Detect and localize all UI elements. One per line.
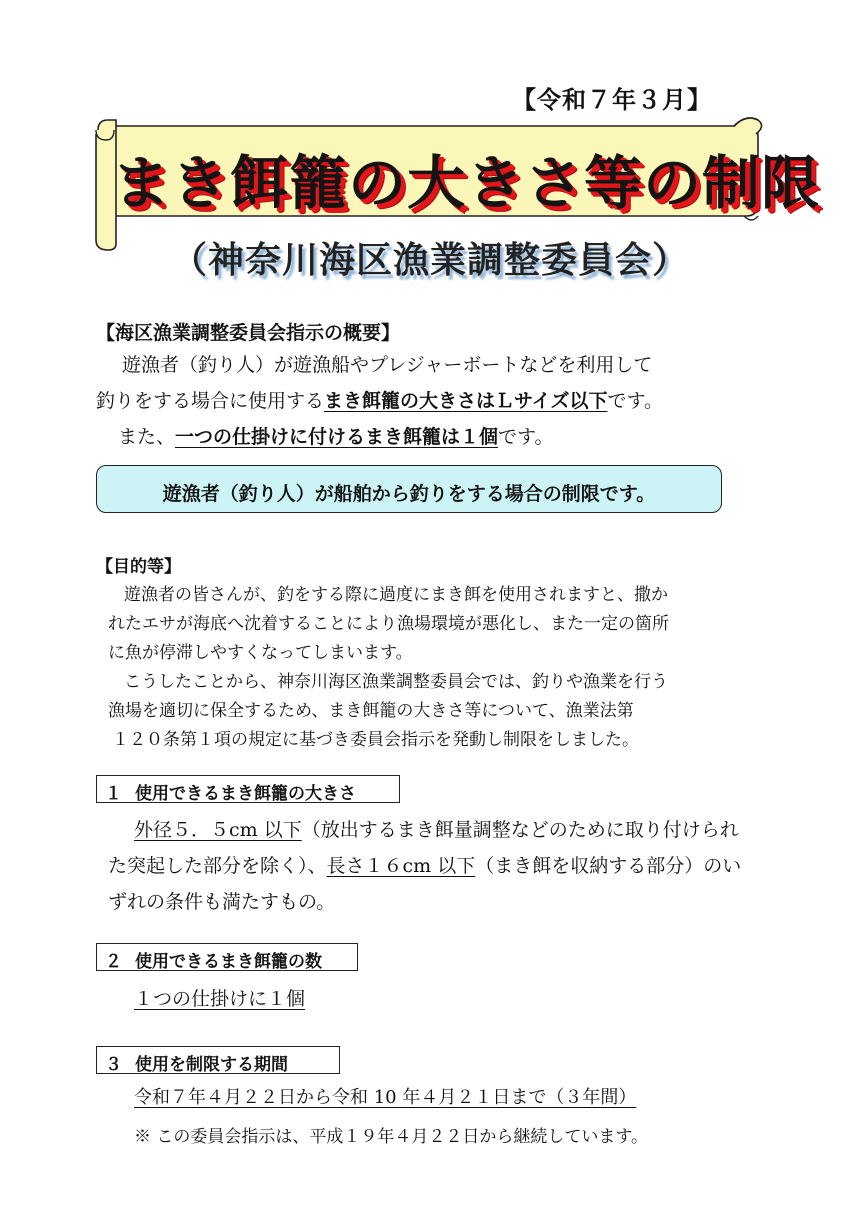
diameter-limit: 外径５．５cm 以下 <box>134 819 302 841</box>
callout-box <box>96 465 722 513</box>
overview-line-1: 遊漁者（釣り人）が遊漁船やプレジャーボートなどを利用して <box>122 354 653 376</box>
section-2-number: ２ <box>105 952 122 972</box>
purpose-line: れたエサが海底へ沈着することにより漁場環境が悪化し、また一定の箇所 <box>108 614 669 634</box>
purpose-line: 漁場を適切に保全するため、まき餌籠の大きさ等について、漁業法第 <box>108 701 634 721</box>
section-1-heading <box>96 775 400 803</box>
section-3-heading <box>96 1046 340 1074</box>
purpose-line: 遊漁者の皆さんが、釣をする際に過度にまき餌を使用されますと、撒か <box>124 585 668 605</box>
overview-count-limit: 一つの仕掛けに付けるまき餌籠は１個 <box>175 426 499 448</box>
purpose-line: に魚が停滞しやすくなってしまいます。 <box>108 643 413 663</box>
section-2-title: 使用できるまき餌籠の数 <box>135 952 322 972</box>
purpose-heading: 【目的等】 <box>96 557 181 577</box>
section-1-line-1-text: （放出するまき餌量調整などのために取り付けられ <box>301 819 739 841</box>
overview-line-3 <box>118 428 554 447</box>
date-label: 【令和７年３月】 <box>512 86 712 114</box>
overview-line-2-end: です。 <box>607 390 663 412</box>
restriction-period: 令和７年４月２２日から令和 10 年４月２１日まで（３年間） <box>134 1087 637 1108</box>
section-3-number: ３ <box>105 1055 122 1075</box>
callout-text: 遊漁者（釣り人）が船舶から釣りをする場合の制限です。 <box>162 483 656 505</box>
section-1-line-2-text: た突起した部分を除く）、 <box>108 855 327 877</box>
section-1-number: １ <box>105 784 122 804</box>
section-3-period <box>134 1089 636 1107</box>
page-title: まき餌籠の大きさ等の制限 <box>112 149 821 217</box>
section-1-line-2 <box>108 857 741 876</box>
count-limit: １つの仕掛けに１個 <box>134 988 306 1010</box>
overview-line-3-end: です。 <box>498 426 554 448</box>
section-1-line-3: ずれの条件も満たすもの。 <box>108 891 336 913</box>
length-limit: 長さ１６cm 以下 <box>326 855 476 877</box>
section-1-line-1 <box>134 821 739 840</box>
section-1-title: 使用できるまき餌籠の大きさ <box>135 784 356 804</box>
section-3-note: ※ この委員会指示は、平成１９年４月２２日から継続しています。 <box>134 1127 649 1147</box>
section-2-heading <box>96 943 358 971</box>
overview-size-limit: まき餌籠の大きさはＬサイズ以下 <box>324 390 608 412</box>
section-1-line-2-end: （まき餌を収納する部分）のい <box>475 855 742 877</box>
overview-line-2 <box>96 392 663 411</box>
section-2-text <box>134 990 305 1009</box>
section-3-title: 使用を制限する期間 <box>135 1055 288 1075</box>
overview-heading: 【海区漁業調整委員会指示の概要】 <box>96 322 401 344</box>
purpose-line: １２０条第１項の規定に基づき委員会指示を発動し制限をしました。 <box>112 730 639 750</box>
overview-line-2-text: 釣りをする場合に使用する <box>96 390 325 412</box>
purpose-line: こうしたことから、神奈川海区漁業調整委員会では、釣りや漁業を行う <box>124 672 668 692</box>
page-subtitle: （神奈川海区漁業調整委員会） <box>170 240 689 281</box>
overview-line-3-text: また、 <box>118 426 176 448</box>
